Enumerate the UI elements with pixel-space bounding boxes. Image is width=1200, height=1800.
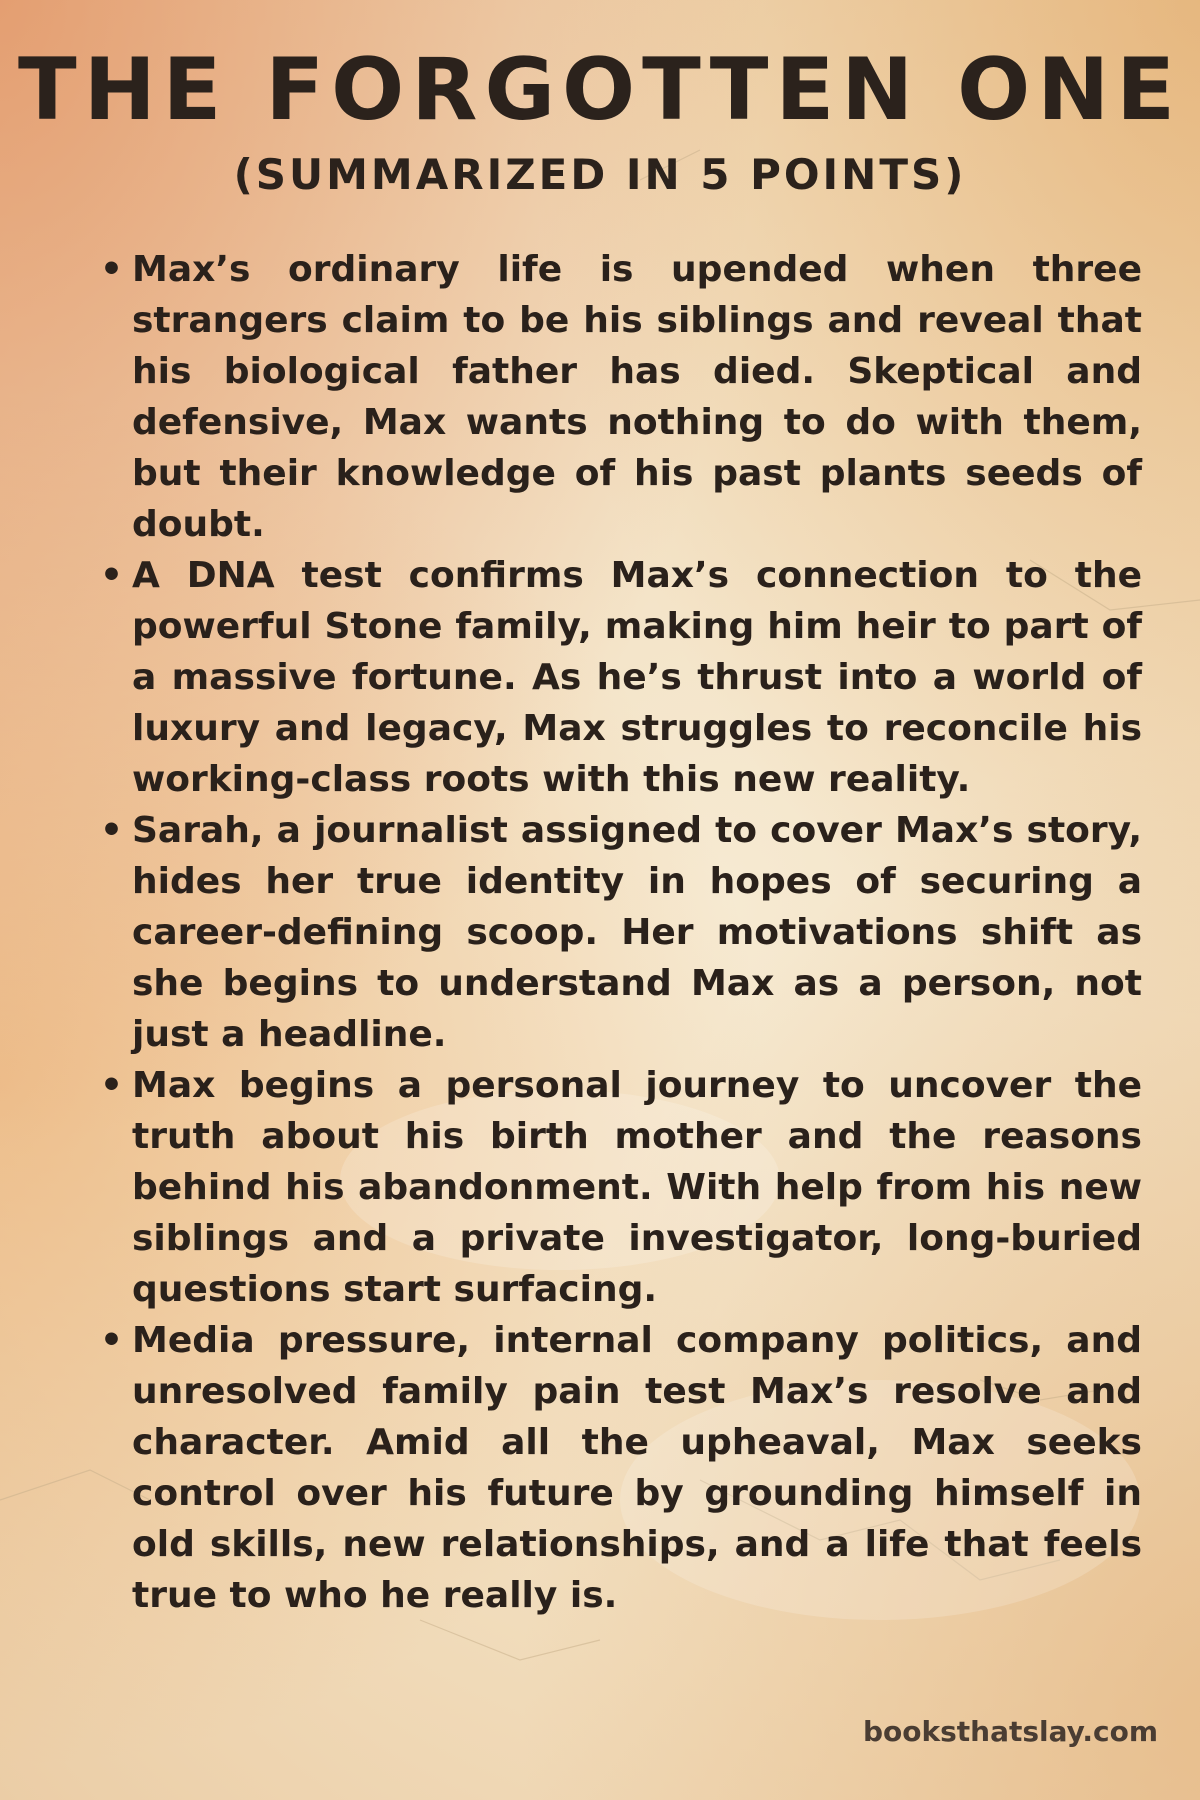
poster-title: THE FORGOTTEN ONE bbox=[18, 40, 1182, 140]
summary-point bbox=[96, 550, 1142, 805]
summary-point bbox=[96, 1315, 1142, 1621]
summary-point-text: Max begins a personal journey to uncover the truth about his birth mother and the reasons behind his abandonment. With help from his new siblings and a private investigator, long-buried questions start surfacing. bbox=[132, 1065, 1142, 1310]
summary-point-text: Media pressure, internal company politics, and unresolved family pain test Max’s resolve and character. Amid all the upheaval, Max seeks control over his future by grounding himself in old skills, new relationships, and a life that feels true to who he really is. bbox=[132, 1320, 1142, 1616]
bullet-icon: • bbox=[100, 555, 124, 596]
summary-point-text: Sarah, a journalist assigned to cover Max’s story, hides her true identity in hopes of securing a career-defining scoop. Her motivations shift as she begins to understand Max as a person, not just a headline. bbox=[132, 810, 1142, 1055]
summary-point bbox=[96, 1060, 1142, 1315]
poster-subtitle: (SUMMARIZED IN 5 POINTS) bbox=[233, 150, 967, 199]
bullet-icon: • bbox=[100, 1065, 124, 1106]
summary-point bbox=[96, 244, 1142, 550]
bullet-icon: • bbox=[100, 1320, 124, 1361]
summary-points-list bbox=[96, 244, 1142, 1621]
summary-point-text: Max’s ordinary life is upended when three strangers claim to be his siblings and reveal that his biological father has died. Skeptical and defensive, Max wants nothing to do with them, but their knowledge of his past plants seeds of doubt. bbox=[132, 249, 1142, 545]
website-footer: booksthatslay.com bbox=[862, 1715, 1158, 1748]
bullet-icon: • bbox=[100, 249, 124, 290]
summary-point bbox=[96, 805, 1142, 1060]
summary-point-text: A DNA test confirms Max’s connection to the powerful Stone family, making him heir to part of a massive fortune. As he’s thrust into a world of luxury and legacy, Max struggles to reconcile his working-class roots with this new reality. bbox=[132, 555, 1142, 800]
bullet-icon: • bbox=[100, 810, 124, 851]
